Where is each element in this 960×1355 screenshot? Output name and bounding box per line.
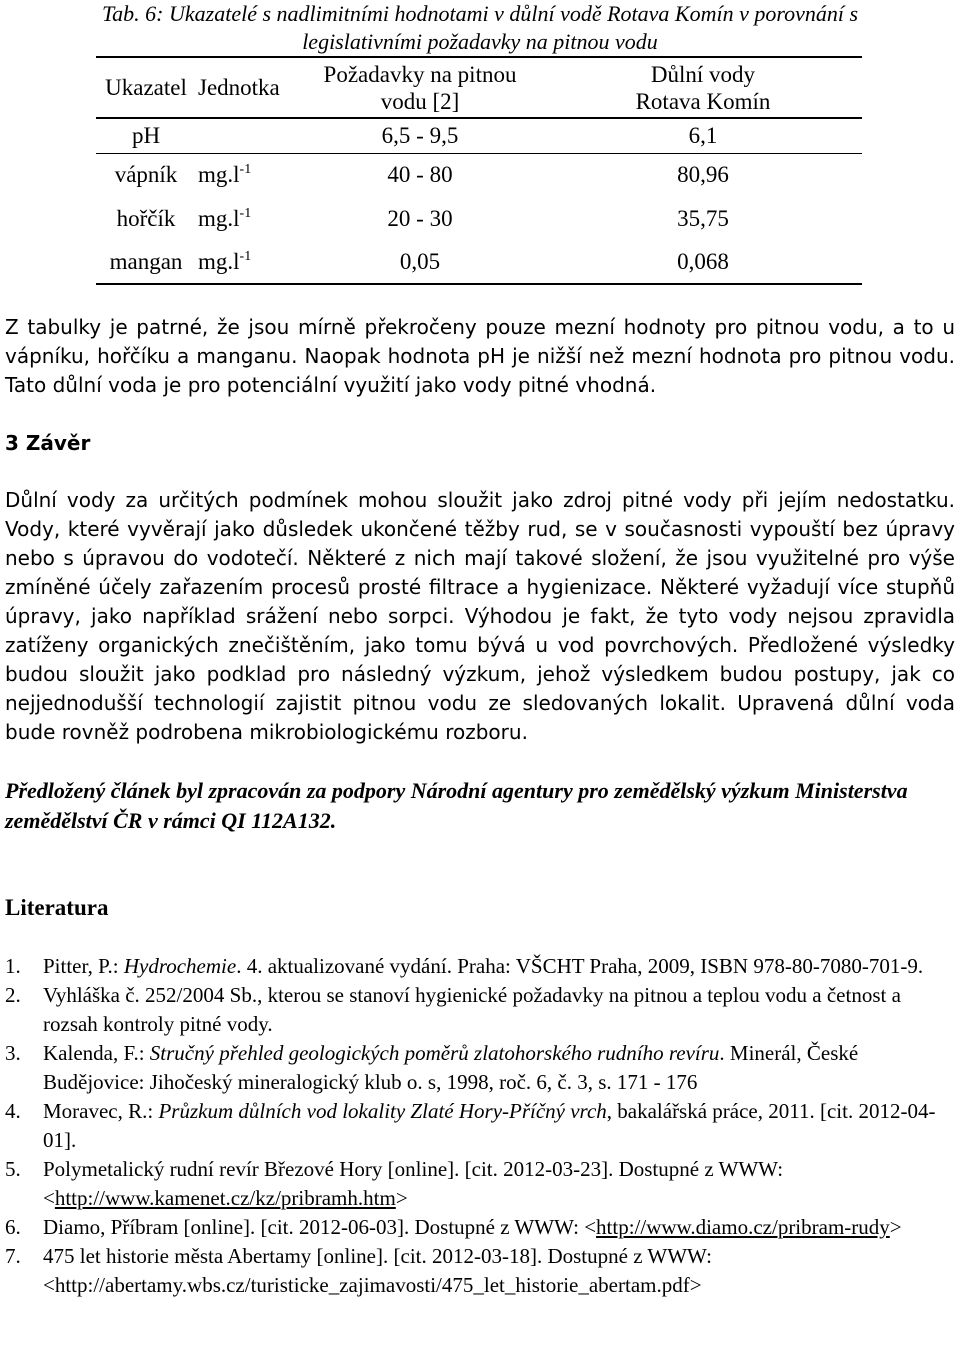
- reference-text: Polymetalický rudní revír Březové Hory [online]. [cit. 2012-03-23]. Dostupné z WWW: <: [43, 1157, 784, 1210]
- cell-dulni: 80,96: [677, 162, 729, 188]
- cell-dulni: 0,068: [544, 240, 862, 284]
- table-header-row: [96, 57, 862, 118]
- reference-number: 3.: [5, 1041, 21, 1065]
- reference-item: [5, 1213, 955, 1242]
- reference-title: Hydrochemie: [123, 954, 237, 978]
- header-pozadavky: [296, 57, 544, 118]
- reference-number: 4.: [5, 1099, 21, 1123]
- table-row: [96, 153, 862, 197]
- table-row: [96, 118, 862, 153]
- table-caption: [0, 0, 960, 56]
- reference-text: Pitter, P.:: [43, 954, 124, 978]
- cell-dulni: 35,75: [677, 205, 729, 231]
- reference-link[interactable]: http://www.kamenet.cz/kz/pribramh.htm: [54, 1186, 396, 1210]
- cell-ukazatel: hořčík: [116, 205, 176, 231]
- paragraph-conclusion: Důlní vody za určitých podmínek mohou sloužit jako zdroj pitné vody při jejím nedostatku. Vody, které vyvěrají jako důsledek ukončené těžby rud, se v současnosti vypouští bez úpravy nebo s úpravou do vodotečí. Některé z nich mají takové složení, že jsou využitelné pro výše zmíněné účely zařazením procesů prosté filtrace a hygienizace. Některé vyžadují více stupňů úpravy, jako například srážení nebo sorpci. Výhodou je fakt, že tyto vody nejsou zpravidla zatíženy organických znečištěním, jako tomu bývá u vod povrchových. Předložené výsledky budou sloužit jako podklad pro následný výzkum, jehož výsledkem budou postupy, jak co nejjednodušší technologií zajistit pitnou vodu ze sledovaných lokalit. Upravená důlní voda bude rovněž podrobena mikrobiologickému rozboru.: [5, 488, 955, 744]
- caption-line-2: legislativními požadavky na pitnou vodu: [302, 29, 658, 54]
- reference-number: 6.: [5, 1215, 21, 1239]
- reference-item: [5, 1155, 955, 1213]
- paragraph-table-summary: Z tabulky je patrné, že jsou mírně překročeny pouze mezní hodnoty pro pitnou vodu, a to u vápníku, hořčíku a manganu. Naopak hodnota pH je nižší než mezní hodnota pro pitnou vodu. Tato důlní voda je pro potenciální využití jako vody pitné vhodná.: [5, 315, 955, 397]
- cell-ukazatel: vápník: [114, 162, 178, 188]
- acknowledgement: Předložený článek byl zpracován za podpory Národní agentury pro zemědělský výzkum Ministerstva zemědělství ČR v rámci QI 112A132.: [5, 778, 908, 833]
- reference-list: [5, 952, 955, 1300]
- reference-text-end: >: [889, 1215, 902, 1239]
- literature-heading: Literatura: [5, 895, 109, 920]
- cell-jednotka: [196, 118, 296, 153]
- reference-text: Moravec, R.:: [43, 1099, 159, 1123]
- reference-number: 7.: [5, 1244, 21, 1268]
- header-jednotka: Jednotka: [196, 57, 296, 118]
- reference-item: [5, 981, 955, 1039]
- reference-title: Stručný přehled geologických poměrů zlatohorského rudního revíru: [149, 1041, 720, 1065]
- reference-title: Průzkum důlních vod lokality Zlaté Hory-Příčný vrch: [158, 1099, 607, 1123]
- reference-item: [5, 1242, 955, 1300]
- cell-pozadavky: 0,05: [296, 240, 544, 284]
- header-dulni-line2: Rotava Komín: [635, 88, 771, 114]
- unit-exponent: -1: [239, 205, 252, 221]
- table-row: [96, 240, 862, 284]
- header-dulni-line1: Důlní vody: [650, 61, 756, 87]
- header-pozadavky-line2: vodu [2]: [380, 88, 460, 114]
- reference-number: 5.: [5, 1157, 21, 1181]
- unit-exponent: -1: [239, 248, 252, 264]
- caption-line-1: Tab. 6: Ukazatelé s nadlimitními hodnotami v důlní vodě Rotava Komín v porovnání s: [101, 1, 859, 26]
- unit-base: mg.l: [198, 162, 240, 188]
- section-heading-conclusion: 3 Závěr: [5, 431, 91, 455]
- reference-item: [5, 1039, 955, 1097]
- cell-dulni: 6,1: [544, 118, 862, 153]
- cell-pozadavky: 20 - 30: [387, 205, 453, 231]
- cell-jednotka: [196, 197, 296, 240]
- unit-base: mg.l: [198, 248, 240, 274]
- reference-text-end: >: [395, 1186, 408, 1210]
- reference-link[interactable]: http://www.diamo.cz/pribram-rudy: [596, 1215, 890, 1239]
- cell-jednotka: [196, 240, 296, 284]
- unit-exponent: -1: [239, 162, 252, 178]
- cell-pozadavky: 6,5 - 9,5: [296, 118, 544, 153]
- cell-ukazatel: mangan: [96, 240, 196, 284]
- reference-text: Vyhláška č. 252/2004 Sb., kterou se stanoví hygienické požadavky na pitnou a teplou vodu a četnost a rozsah kontroly pitné vody.: [43, 983, 901, 1036]
- cell-ukazatel: pH: [96, 118, 196, 153]
- reference-text: Diamo, Příbram [online]. [cit. 2012-06-03]. Dostupné z WWW: <: [43, 1215, 597, 1239]
- reference-item: [5, 1097, 955, 1155]
- reference-item: [5, 952, 955, 981]
- cell-jednotka: [196, 153, 296, 197]
- table-row: [96, 197, 862, 240]
- reference-text-rest: , bakalářská práce, 2011. [cit. 2012-04-01].: [43, 1099, 936, 1152]
- results-table: [96, 56, 862, 285]
- unit-base: mg.l: [198, 205, 240, 231]
- header-ukazatel: Ukazatel: [96, 57, 196, 118]
- reference-text-rest: . 4. aktualizované vydání. Praha: VŠCHT Praha, 2009, ISBN 978-80-7080-701-9.: [236, 954, 924, 978]
- header-dulni: [544, 57, 862, 118]
- reference-text: 475 let historie města Abertamy [online]. [cit. 2012-03-18]. Dostupné z WWW: <http://abertamy.wbs.cz/turisticke_zajimavosti/475_let_historie_abertam.pdf>: [43, 1244, 712, 1297]
- reference-text-rest: . Minerál, České Budějovice: Jihočeský mineralogický klub o. s, 1998, roč. 6, č. 3, s. 171 - 176: [43, 1041, 859, 1094]
- header-pozadavky-line1: Požadavky na pitnou: [323, 61, 517, 87]
- cell-pozadavky: 40 - 80: [387, 162, 453, 188]
- reference-number: 1.: [5, 954, 21, 978]
- reference-text: Kalenda, F.:: [43, 1041, 150, 1065]
- reference-number: 2.: [5, 983, 21, 1007]
